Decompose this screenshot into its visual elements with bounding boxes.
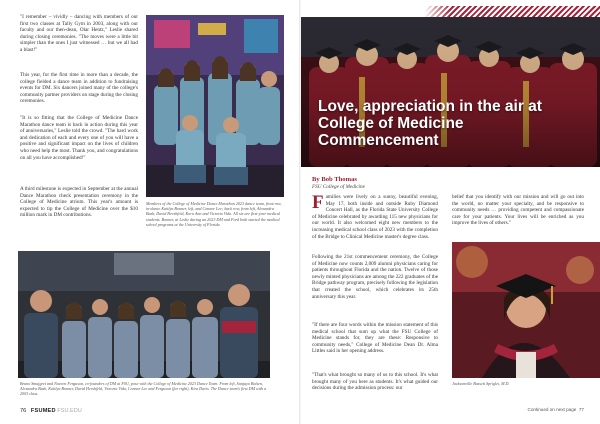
brand-issue: FSU.EDU — [57, 408, 82, 414]
article-paragraph-4: "That's what brought so many of us to this school. It's what brought many of you here as students. It's what guided our decisions during the admission process: our — [312, 372, 438, 392]
body-paragraph-4: A third milestone is expected in September at the annual Dance Marathon check presentation ceremony in the College of Medicine atrium. This year's amount is expected to tip the College of Medicine over the $10 million mark in DM contributions. — [20, 186, 138, 219]
right-page-number: 77 — [578, 407, 584, 412]
body-paragraph-2: This year, for the first time in more than a decade, the college fielded a dance team in addition to fundraising events for DM. Six dancers joined many of the college's community partner providers on stage during the closing ceremonies. — [20, 72, 138, 105]
drop-cap: F — [312, 192, 324, 213]
left-page-number: 76 — [20, 408, 27, 414]
intro-paragraph: "I remember – vividly – dancing with members of our first two classes at Tally Gym in 2003, along with our faculty and our then-dean, Olar Hentz," Leslie shared during closing ceremonies. "The moves were a little bit simpler than the ones I just witnessed … but we all had a blast!" — [20, 14, 138, 53]
byline-organization: FSU College of Medicine — [312, 184, 365, 190]
graduate-portrait-photo — [452, 242, 600, 378]
portrait-caption: Jacksonville Bassett Spriglet, M.D. — [452, 381, 510, 386]
article-paragraph-3: "If there are four words within the mission statement of this medical school that sum up what the FSU College of Medicine stands for, they are these: Responsive to community needs," College of Medicine Dean Dr. Alma Littles said in her opening address. — [312, 322, 438, 355]
dance-team-caption: Members of the College of Medicine Dance Marathon 2023 dance team, front row, in-dance Kaitlyn Bonner, left, and Connor Lee; back row, from left, Alexandra Bush, David Hershfeld, Kora Ann and Victoria Vida. All six are first-year medical students. Bonner, at Leslie during an 2023 DM and Ford both started the medical school programs at the University of Florida. — [146, 201, 282, 227]
stripe-fade — [424, 6, 600, 17]
article-headline: Love, appreciation in the air at College of Medicine Commencement — [318, 98, 542, 149]
body-paragraph-3: "It is so fitting that the College of Medicine Dance Marathon dance team is back in action during this year of anniversaries," Leslie told the crowd. "The hard work and dedication of each and every one of you will have a positive and significant impact on the lives of children who need help the most. Thank you, and congratulations on all you have accomplished!" — [20, 115, 138, 161]
dance-team-photo — [146, 15, 284, 197]
article-column-2: belief that you identify with our mission and will go out into the world, no matter your specialty, and be responsive to community needs … providing competent and compassionate care for your patients. Your lives will be enriched as you improve the lives of others." — [452, 194, 584, 227]
article-paragraph-2: Following the 21st commencement ceremony, the College of Medicine now counts 2,009 alumni physicians caring for patients throughout Florida and the nation. Twelve of those newly minted physicians are among the 222 graduates of the Bridge pathway program, precisely following the legislation that created the school, which celebrates its 25th anniversary this year. — [312, 254, 438, 300]
left-folio — [20, 408, 82, 414]
article-paragraph-1: amilies were lively on a sunny, beautiful evening, May 17, both inside and outside Ruby Diamond Concert Hall, as the Florida State University College of Medicine celebrated by awarding 115 new physicians for our world. It also welcomed eight new members to the increasing medical school class of 2023 with the completion of the Bridge to Clinical Medicine master's degree class. — [312, 194, 438, 240]
byline-author: By Bob Thomas — [312, 176, 357, 183]
continued-on-next-page[interactable] — [528, 407, 584, 412]
article-column-1 — [312, 194, 438, 240]
brand-name: FSUMED — [30, 408, 56, 414]
founders-group-photo — [18, 251, 270, 378]
continued-label: Continued on next page — [527, 407, 577, 412]
founders-caption: Bruno Smajgret and Naveen Ferguson, co-founders of DM at FSU, pose with the College of Medicine 2023 Dance Team. From left, Sanjaya Bolsen, Alexandra Bush, Kaitlyn Bonner, David Hershfeld, Victoria Vida, Connor Lee and Ferguson (far right), Kira Davis. The Dance team's first DM with a 2003 class. — [20, 381, 267, 397]
